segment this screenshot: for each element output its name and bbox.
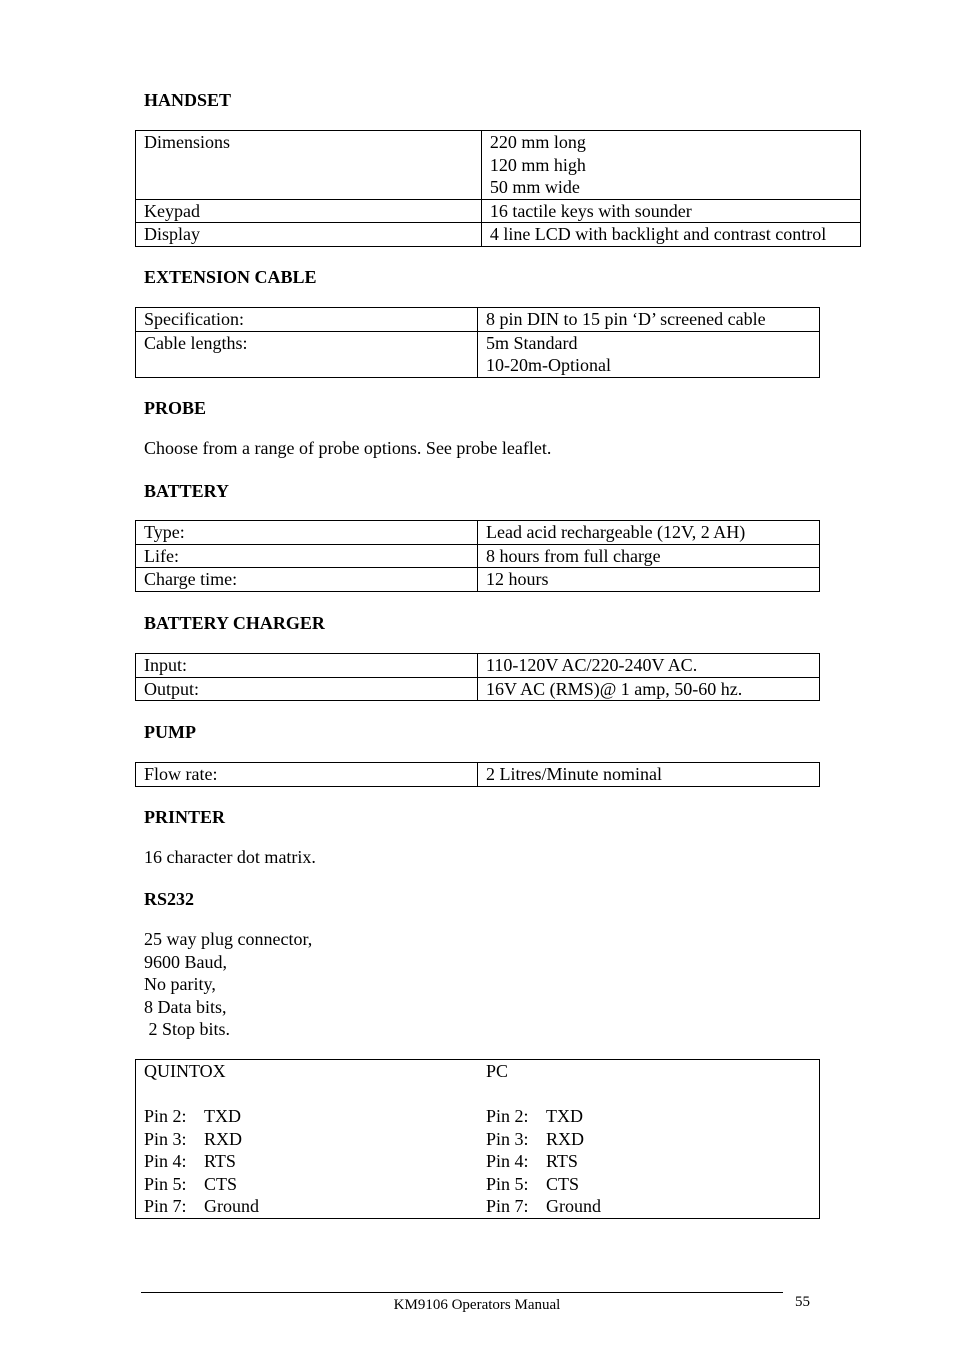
spec-value bbox=[481, 131, 860, 200]
pc-header: PC bbox=[486, 1061, 509, 1081]
spec-value-line: 50 mm wide bbox=[489, 177, 580, 197]
pin-number: Pin 3: bbox=[144, 1128, 187, 1149]
pin-signal: TXD bbox=[204, 1106, 241, 1126]
table-row bbox=[136, 331, 820, 377]
pump-heading: PUMP bbox=[144, 722, 196, 742]
pin-mapping-table bbox=[135, 1059, 820, 1219]
pin-row bbox=[144, 1150, 259, 1173]
extension-cable-heading: EXTENSION CABLE bbox=[144, 267, 317, 287]
pin-number: Pin 7: bbox=[486, 1196, 529, 1216]
pin-row bbox=[144, 1173, 259, 1196]
spec-value bbox=[478, 331, 820, 377]
pin-number: Pin 4: bbox=[486, 1151, 529, 1171]
spec-label: Cable lengths: bbox=[136, 331, 478, 377]
pc-column bbox=[486, 1060, 601, 1218]
rs232-setting-line: 25 way plug connector, bbox=[144, 929, 313, 949]
spec-value: 2 Litres/Minute nominal bbox=[478, 763, 820, 787]
pin-number: Pin 2: bbox=[144, 1106, 187, 1126]
pin-signal: RXD bbox=[546, 1128, 585, 1149]
rs232-setting-line: No parity, bbox=[144, 974, 216, 994]
pin-signal: RTS bbox=[204, 1151, 236, 1171]
spec-value: 8 hours from full charge bbox=[478, 544, 820, 568]
pin-row bbox=[144, 1128, 259, 1151]
table-row bbox=[136, 521, 820, 545]
pin-row bbox=[486, 1128, 601, 1151]
quintox-column bbox=[144, 1060, 259, 1218]
spec-value: 110-120V AC/220-240V AC. bbox=[478, 654, 820, 678]
spec-value-line: 5m Standard bbox=[486, 332, 578, 353]
probe-description: Choose from a range of probe options. See probe leaflet. bbox=[144, 438, 552, 458]
page-number: 55 bbox=[795, 1294, 810, 1310]
table-row bbox=[136, 223, 861, 247]
spec-value: 8 pin DIN to 15 pin ‘D’ screened cable bbox=[478, 308, 820, 332]
spec-label: Flow rate: bbox=[136, 763, 478, 787]
pin-signal: TXD bbox=[546, 1106, 583, 1126]
handset-heading: HANDSET bbox=[144, 90, 232, 110]
rs232-settings bbox=[144, 928, 312, 1041]
rs232-setting-line: 9600 Baud, bbox=[144, 951, 227, 972]
pin-signal: Ground bbox=[204, 1196, 259, 1216]
table-row bbox=[136, 131, 861, 200]
pin-number: Pin 5: bbox=[486, 1173, 529, 1194]
spec-label: Input: bbox=[136, 654, 478, 678]
spec-value-line: 120 mm high bbox=[489, 154, 586, 175]
spec-label: Type: bbox=[136, 521, 478, 545]
battery-charger-heading: BATTERY CHARGER bbox=[144, 613, 325, 633]
pin-number: Pin 2: bbox=[486, 1106, 529, 1126]
battery-table bbox=[135, 520, 820, 592]
pin-signal: CTS bbox=[546, 1173, 580, 1194]
battery-heading: BATTERY bbox=[144, 481, 230, 501]
pin-signal: RXD bbox=[204, 1128, 243, 1149]
printer-description: 16 character dot matrix. bbox=[144, 847, 316, 867]
table-row bbox=[136, 654, 820, 678]
footer-title: KM9106 Operators Manual bbox=[393, 1297, 561, 1313]
spec-value: 16V AC (RMS)@ 1 amp, 50-60 hz. bbox=[478, 677, 820, 701]
spec-value-line: 10-20m-Optional bbox=[486, 355, 611, 375]
table-row bbox=[136, 568, 820, 592]
pin-row bbox=[486, 1150, 601, 1173]
pin-signal: Ground bbox=[546, 1196, 601, 1216]
spec-value: 12 hours bbox=[478, 568, 820, 592]
spec-label: Display bbox=[136, 223, 482, 247]
spec-label: Keypad bbox=[136, 199, 482, 223]
spec-value: 4 line LCD with backlight and contrast control bbox=[481, 223, 860, 247]
spacer bbox=[486, 1083, 601, 1106]
pin-row bbox=[144, 1105, 259, 1128]
pin-row bbox=[144, 1195, 259, 1218]
pin-row bbox=[486, 1173, 601, 1196]
table-row bbox=[136, 308, 820, 332]
spec-value-line: 220 mm long bbox=[489, 132, 586, 152]
rs232-setting-line: 2 Stop bits. bbox=[144, 1019, 231, 1039]
table-row bbox=[136, 199, 861, 223]
handset-table bbox=[135, 130, 861, 247]
pin-row bbox=[486, 1195, 601, 1218]
pin-number: Pin 5: bbox=[144, 1173, 187, 1194]
footer-rule bbox=[141, 1292, 783, 1293]
spacer bbox=[144, 1083, 259, 1106]
printer-heading: PRINTER bbox=[144, 807, 226, 827]
battery-charger-table bbox=[135, 653, 820, 701]
pin-signal: RTS bbox=[546, 1151, 578, 1171]
table-row bbox=[136, 763, 820, 787]
pin-number: Pin 4: bbox=[144, 1151, 187, 1171]
spec-label: Charge time: bbox=[136, 568, 478, 592]
rs232-heading: RS232 bbox=[144, 889, 195, 909]
spec-label: Dimensions bbox=[136, 131, 482, 200]
probe-heading: PROBE bbox=[144, 398, 207, 418]
spec-label: Life: bbox=[136, 544, 478, 568]
spec-value: Lead acid rechargeable (12V, 2 AH) bbox=[478, 521, 820, 545]
pin-signal: CTS bbox=[204, 1173, 238, 1194]
quintox-header: QUINTOX bbox=[144, 1061, 226, 1081]
spec-value: 16 tactile keys with sounder bbox=[481, 199, 860, 223]
pin-number: Pin 7: bbox=[144, 1196, 187, 1216]
pump-table bbox=[135, 762, 820, 787]
pin-number: Pin 3: bbox=[486, 1128, 529, 1149]
spec-label: Output: bbox=[136, 677, 478, 701]
table-row bbox=[136, 677, 820, 701]
table-row bbox=[136, 544, 820, 568]
spec-label: Specification: bbox=[136, 308, 478, 332]
extension-cable-table bbox=[135, 307, 820, 378]
rs232-setting-line: 8 Data bits, bbox=[144, 996, 227, 1017]
pin-row bbox=[486, 1105, 601, 1128]
